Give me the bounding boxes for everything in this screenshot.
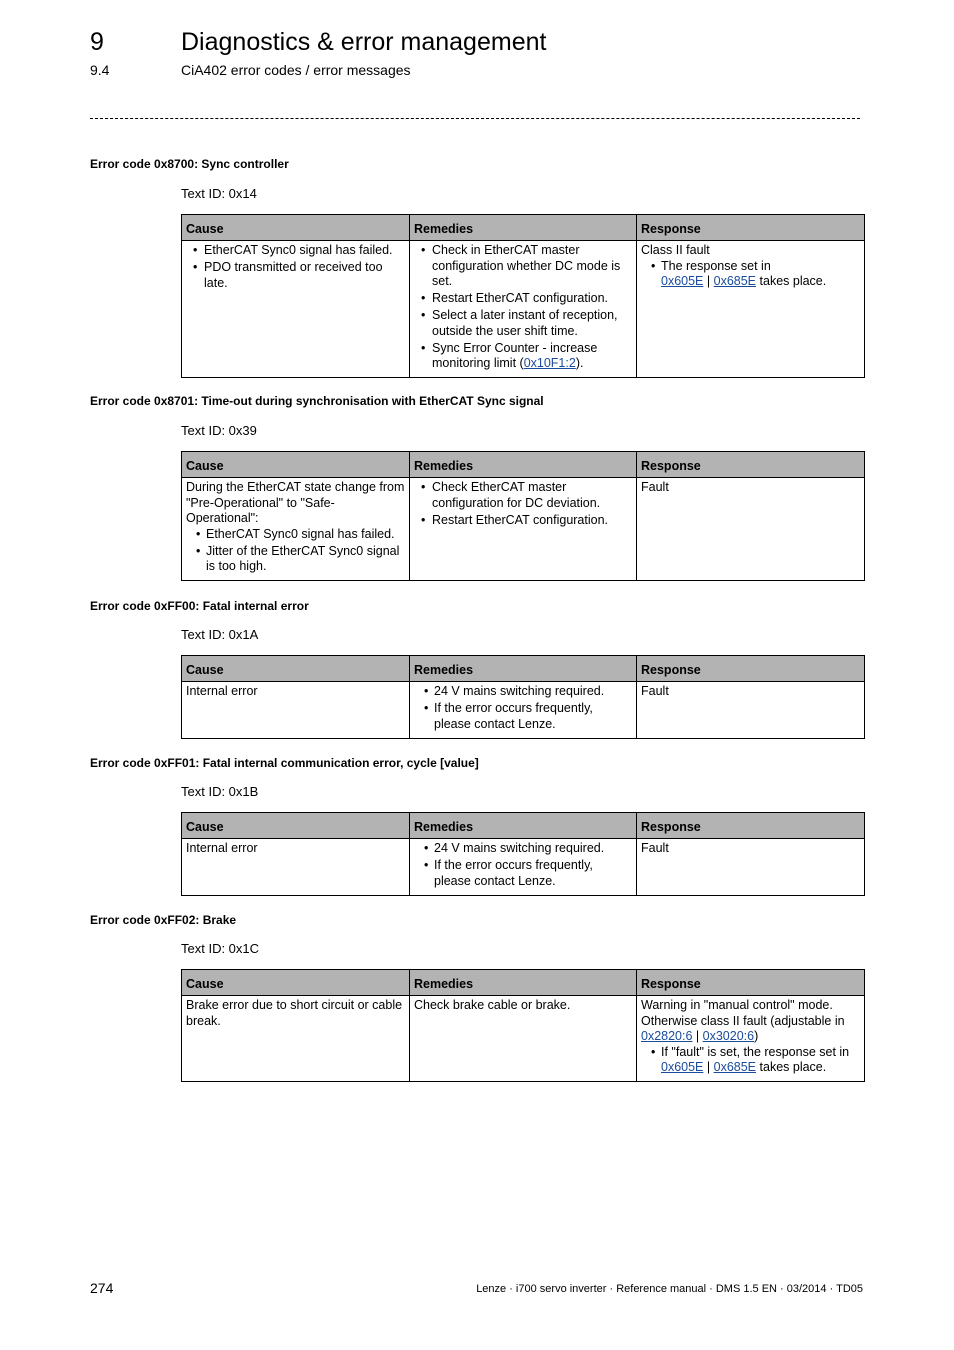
remedies-cell [410,839,637,896]
list-item: • Select a later instant of reception, outside the user shift time. [414,308,632,339]
remedy-text: ). [575,356,584,370]
list-item: • Check in EtherCAT master configuration whether DC mode is set. [414,243,632,290]
parameter-link[interactable]: 0x685E [713,274,757,288]
list-item: • 24 V mains switching required. [414,841,632,857]
parameter-link[interactable]: 0x605E [661,1060,704,1074]
response-item-text: The response set in [661,258,771,273]
text-id: Text ID: 0x39 [181,423,257,438]
list-item: • Restart EtherCAT configuration. [414,291,632,307]
list-item: • If the error occurs frequently, please contact Lenze. [414,858,632,889]
table-header-row [182,452,865,478]
remedies-cell [410,241,637,378]
remedies-cell [410,682,637,739]
chapter-title: Diagnostics & error management [181,28,547,56]
remedies-cell: Check brake cable or brake. [410,996,637,1082]
response-item-text: If "fault" is set, the response set in [661,1044,850,1059]
text-id: Text ID: 0x1B [181,784,259,799]
response-item-text: takes place. [759,274,827,288]
cause-cell [182,478,410,581]
response-text: Warning in "manual control" mode. [641,998,833,1012]
error-heading: Error code 0xFF02: Brake [90,913,237,927]
chapter-number: 9 [90,28,104,56]
text-id: Text ID: 0x14 [181,186,257,201]
column-header-remedies: Remedies [410,452,637,478]
response-item-text: takes place. [759,1060,827,1074]
response-text: Class II fault [641,243,710,257]
text-id: Text ID: 0x1C [181,941,260,956]
response-text [641,1014,860,1045]
column-header-response: Response [637,452,865,478]
parameter-link[interactable]: 0x605E [661,274,704,288]
parameter-link[interactable]: 0x10F1:2 [523,356,576,370]
table-header-row [182,813,865,839]
column-header-cause: Cause [182,813,410,839]
table-row [182,478,865,581]
table-header-row [182,215,865,241]
cause-cell: Internal error [182,839,410,896]
table-row [182,839,865,896]
response-cell [637,241,865,378]
separator: | [706,1060,711,1074]
list-item [641,259,860,290]
separator: | [706,274,711,288]
error-table [181,451,865,581]
error-heading: Error code 0x8700: Sync controller [90,157,289,171]
column-header-remedies: Remedies [410,656,637,682]
list-item: • Check EtherCAT master configuration for DC deviation. [414,480,632,511]
cause-cell: Internal error [182,682,410,739]
table-row [182,682,865,739]
list-item: • EtherCAT Sync0 signal has failed. [186,243,405,259]
column-header-cause: Cause [182,656,410,682]
table-header-row [182,970,865,996]
table-row [182,241,865,378]
section-number: 9.4 [90,62,110,78]
text-id: Text ID: 0x1A [181,627,259,642]
list-item: • 24 V mains switching required. [414,684,632,700]
response-cell [637,996,865,1082]
error-table [181,969,865,1082]
response-cell: Fault [637,478,865,581]
parameter-link[interactable]: 0x2820:6 [641,1029,693,1043]
error-heading: Error code 0xFF01: Fatal internal communication error, cycle [value] [90,756,479,770]
list-item [414,341,632,372]
remedies-cell [410,478,637,581]
error-table [181,214,865,378]
table-row [182,996,865,1082]
column-header-response: Response [637,215,865,241]
parameter-link[interactable]: 0x3020:6 [702,1029,755,1043]
list-item: • PDO transmitted or received too late. [186,260,405,291]
column-header-cause: Cause [182,970,410,996]
response-cell: Fault [637,839,865,896]
document-info: Lenze · i700 servo inverter · Reference manual · DMS 1.5 EN · 03/2014 · TD05 [476,1283,863,1295]
cause-text: During the EtherCAT state change from "Pre-Operational" to "Safe-Operational": [186,480,405,525]
column-header-cause: Cause [182,452,410,478]
column-header-remedies: Remedies [410,215,637,241]
parameter-link[interactable]: 0x685E [713,1060,757,1074]
error-table [181,812,865,896]
cause-cell [182,241,410,378]
section-title: CiA402 error codes / error messages [181,62,411,78]
column-header-response: Response [637,656,865,682]
column-header-remedies: Remedies [410,813,637,839]
error-heading: Error code 0x8701: Time-out during synchronisation with EtherCAT Sync signal [90,394,544,408]
column-header-response: Response [637,970,865,996]
list-item: • Jitter of the EtherCAT Sync0 signal is too high. [186,544,405,575]
cause-cell: Brake error due to short circuit or cable break. [182,996,410,1082]
error-heading: Error code 0xFF00: Fatal internal error [90,599,309,613]
list-item: • If the error occurs frequently, please contact Lenze. [414,701,632,732]
column-header-response: Response [637,813,865,839]
response-item-text: ) [754,1029,759,1043]
response-item-text: Otherwise class II fault (adjustable in [641,1013,845,1028]
list-item: • EtherCAT Sync0 signal has failed. [186,527,405,543]
header-divider [90,118,860,119]
response-cell: Fault [637,682,865,739]
table-header-row [182,656,865,682]
column-header-cause: Cause [182,215,410,241]
column-header-remedies: Remedies [410,970,637,996]
separator: | [695,1029,700,1043]
list-item: • Restart EtherCAT configuration. [414,513,632,529]
error-table [181,655,865,739]
page-number: 274 [90,1280,114,1296]
remedy-text: Sync Error Counter - increase monitoring limit ( [432,340,598,370]
list-item [641,1045,860,1076]
